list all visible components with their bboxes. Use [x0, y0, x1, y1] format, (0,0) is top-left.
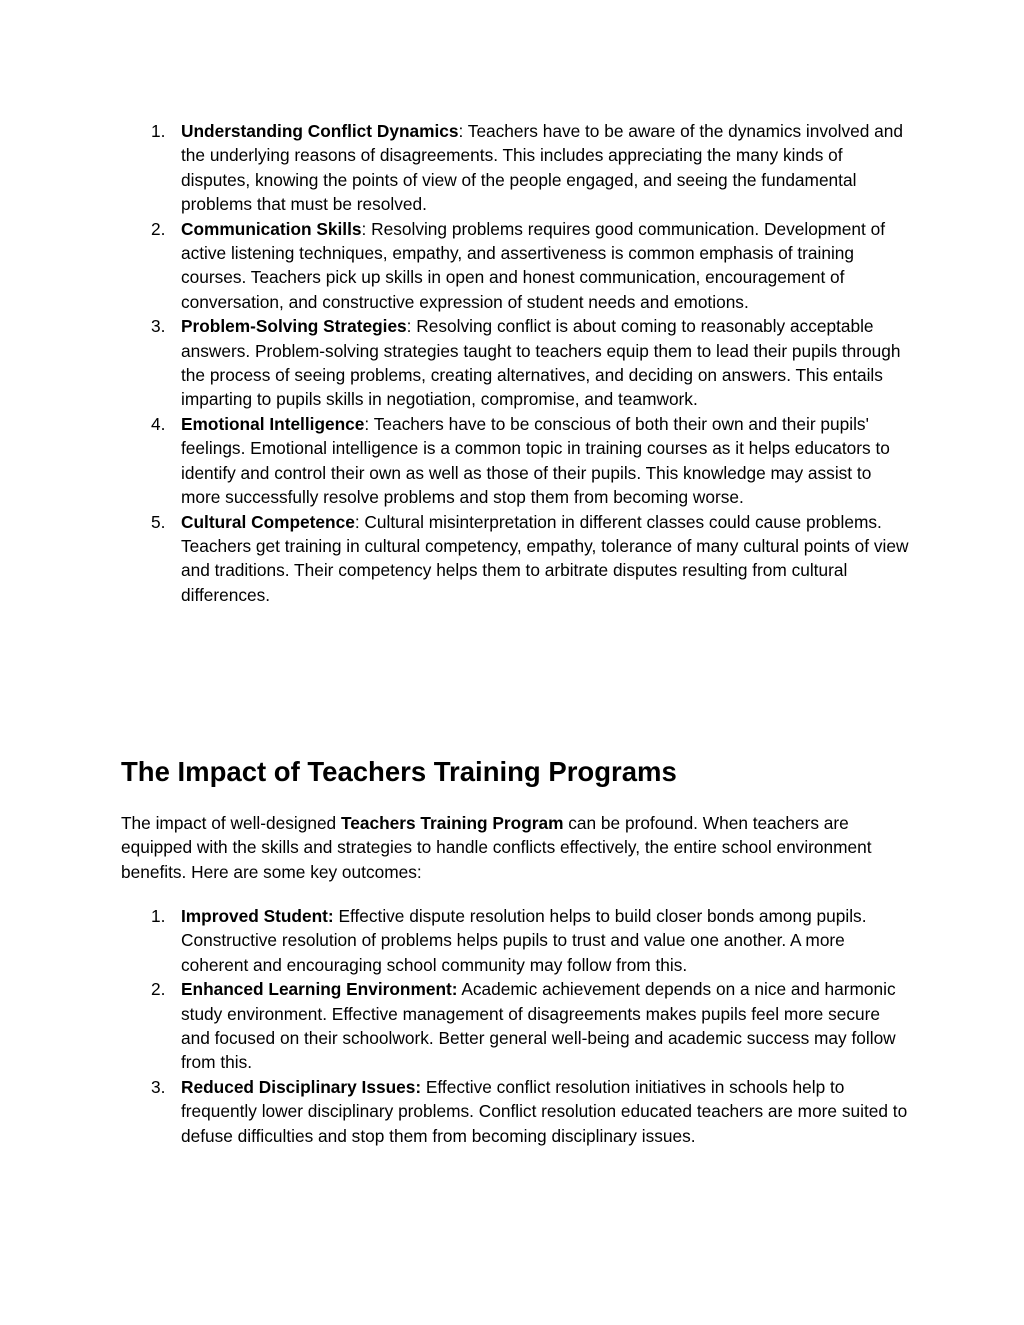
list-item-text: Teachers have to be conscious of both their own and their pupils' feelings. Emotional intelligence is a common topic in training courses as it helps educators to identify and control their own as well as those of their pupils. This knowledge may assist to more successfully resolve problems and stop them from becoming worse. [181, 413, 890, 508]
outcomes-list [121, 904, 911, 1148]
list-item [121, 1075, 911, 1148]
list-item-term: Reduced Disciplinary Issues: [181, 1076, 422, 1097]
list-item-text: Effective conflict resolution initiatives in schools help to frequently lower disciplinary problems. Conflict resolution educated teachers are more suited to defuse difficulties and stop them from becoming disciplinary issues. [181, 1076, 908, 1146]
list-item-separator: : [354, 511, 360, 532]
list-item-text: Effective dispute resolution helps to build closer bonds among pupils. Constructive resolution of problems helps pupils to trust and value one another. A more coherent and encouraging school community may follow from this. [181, 906, 867, 975]
list-item-term: Problem-Solving Strategies [181, 316, 407, 337]
list-item-text: Cultural misinterpretation in different classes could cause problems. Teachers get training in cultural competency, empathy, tolerance of many cultural points of view and traditions. Their competency helps them to arbitrate disputes resulting from cultural differences. [181, 511, 909, 605]
list-item [121, 217, 911, 315]
list-item-term: Enhanced Learning Environment: [181, 979, 458, 1000]
list-item [121, 314, 911, 412]
list-item [121, 412, 911, 510]
list-item-text: Resolving problems requires good communication. Development of active listening techniques, empathy, and assertiveness is common emphasis of training courses. Teachers pick up skills in open and honest communication, encouragement of conversation, and constructive expression of student needs and emotions. [181, 218, 886, 312]
conflict-skills-list [121, 119, 911, 607]
section-heading: The Impact of Teachers Training Programs [121, 756, 677, 787]
list-number: 3. [151, 1076, 166, 1097]
list-item-term: Emotional Intelligence [181, 413, 365, 434]
list-number: 2. [151, 218, 166, 239]
section-intro-paragraph [121, 811, 911, 884]
list-number: 1. [151, 121, 166, 141]
list-item-text: Resolving conflict is about coming to reasonably acceptable answers. Problem-solving strategies taught to teachers equip them to lead their pupils through the process of seeing problems, creating alternatives, and deciding on answers. This entails imparting to pupils skills in negotiation, compromise, and teamwork. [181, 316, 901, 410]
list-item-separator: : [364, 413, 370, 434]
list-item-separator: : [361, 218, 367, 239]
list-number: 5. [151, 511, 166, 532]
list-item-separator: : [406, 316, 412, 337]
list-item [121, 119, 911, 217]
list-item [121, 904, 911, 977]
list-item-term: Cultural Competence [181, 511, 355, 532]
intro-text-before: The impact of well-designed [121, 813, 341, 833]
intro-text-after: can be profound. When teachers are equipped with the skills and strategies to handle conflicts effectively, the entire school environment benefits. Here are some key outcomes: [121, 813, 872, 882]
list-number: 3. [151, 316, 166, 337]
list-item-term: Communication Skills [181, 218, 362, 239]
list-item-separator: : [458, 121, 464, 141]
intro-highlight: Teachers Training Program [340, 813, 564, 833]
list-item-text: Teachers have to be aware of the dynamics involved and the underlying reasons of disagreements. This includes appreciating the many kinds of disputes, knowing the points of view of the people engaged, and seeing the fundamental problems that must be resolved. [181, 121, 903, 215]
list-item-text: Academic achievement depends on a nice and harmonic study environment. Effective management of disagreements makes pupils feel more secure and focused on their schoolwork. Better general well-being and academic success may follow from this. [181, 979, 896, 1073]
list-number: 4. [151, 413, 166, 434]
list-item-term: Improved Student: [181, 906, 334, 926]
list-number: 1. [151, 906, 166, 926]
list-number: 2. [151, 979, 166, 1000]
list-item-term: Understanding Conflict Dynamics [181, 121, 459, 141]
list-item [121, 510, 911, 608]
list-item [121, 977, 911, 1075]
